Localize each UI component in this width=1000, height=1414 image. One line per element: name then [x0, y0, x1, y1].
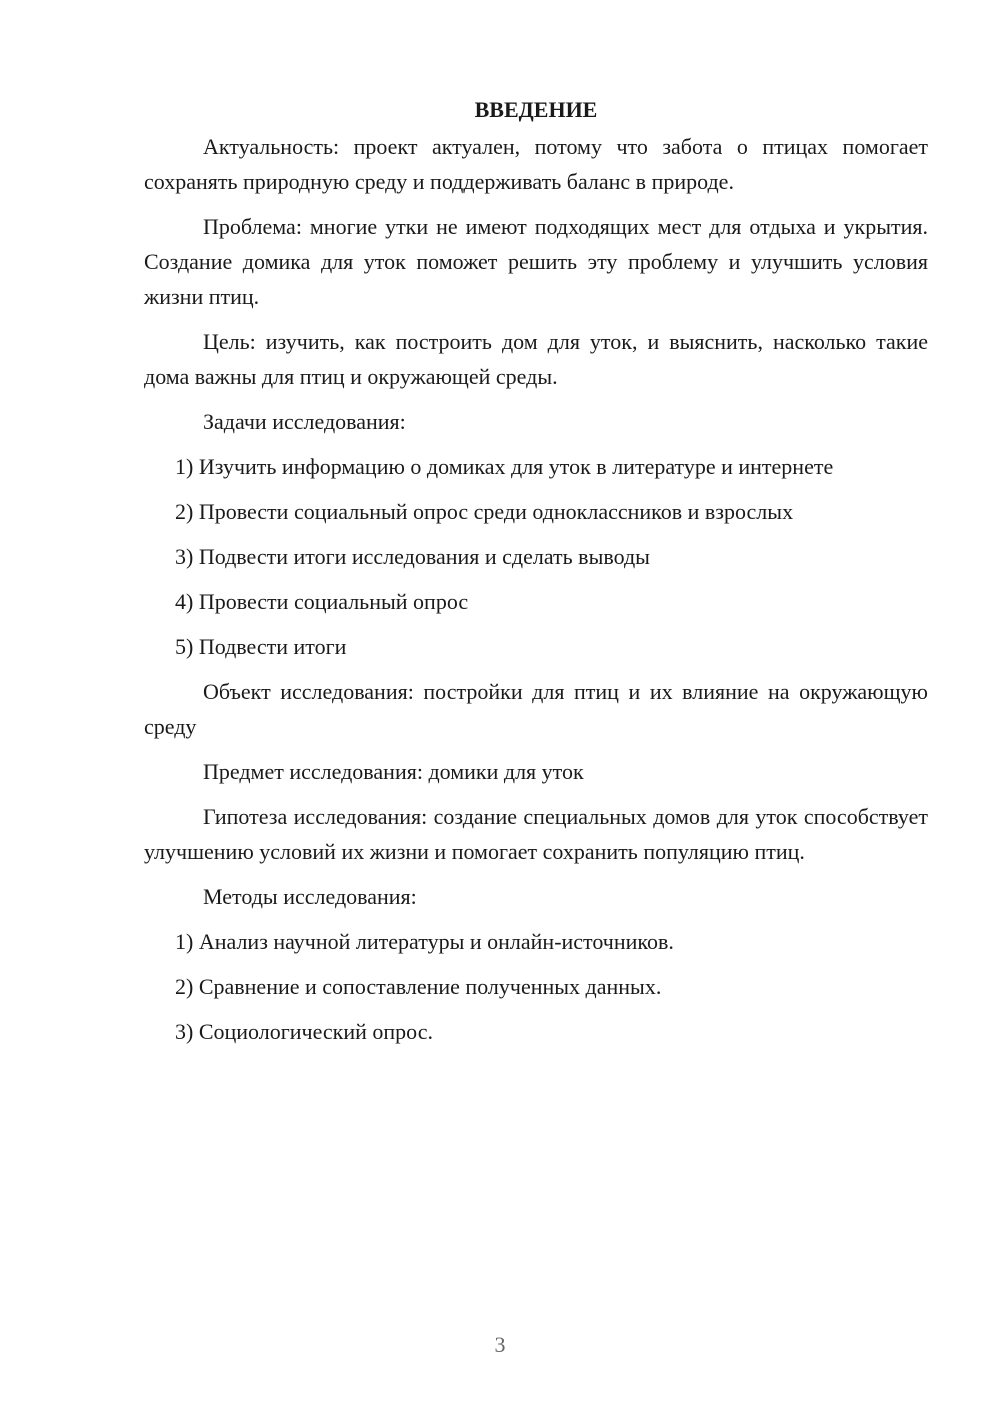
document-page	[144, 92, 928, 1059]
methods-heading: Методы исследования:	[203, 884, 417, 909]
list-item: 3) Социологический опрос.	[175, 1019, 433, 1044]
tasks-heading: Задачи исследования:	[203, 409, 406, 434]
relevance-paragraph: Актуальность: проект актуален, потому что забота о птицах помогает сохранять природную среду и поддерживать баланс в природе.	[144, 134, 928, 194]
list-item: 1) Анализ научной литературы и онлайн-источников.	[175, 929, 674, 954]
page-number: 3	[494, 1332, 506, 1357]
hypothesis-paragraph: Гипотеза исследования: создание специальных домов для уток способствует улучшению условий их жизни и помогает сохранить популяцию птиц.	[144, 804, 928, 864]
subject-paragraph: Предмет исследования: домики для уток	[203, 759, 584, 784]
list-item: 3) Подвести итоги исследования и сделать выводы	[175, 544, 650, 569]
problem-paragraph: Проблема: многие утки не имеют подходящих мест для отдыха и укрытия. Создание домика для уток поможет решить эту проблему и улучшить условия жизни птиц.	[144, 214, 928, 309]
section-title: ВВЕДЕНИЕ	[474, 97, 598, 122]
methods-list	[144, 924, 928, 1049]
list-item: 2) Сравнение и сопоставление полученных данных.	[175, 974, 662, 999]
object-paragraph: Объект исследования: постройки для птиц и их влияние на окружающую среду	[144, 679, 928, 739]
list-item: 5) Подвести итоги	[175, 634, 347, 659]
tasks-list	[144, 449, 928, 664]
goal-paragraph: Цель: изучить, как построить дом для уток, и выяснить, насколько такие дома важны для птиц и окружающей среды.	[144, 329, 928, 389]
list-item: 2) Провести социальный опрос среди одноклассников и взрослых	[175, 499, 794, 524]
list-item: 1) Изучить информацию о домиках для уток в литературе и интернете	[175, 454, 834, 479]
list-item: 4) Провести социальный опрос	[175, 589, 469, 614]
